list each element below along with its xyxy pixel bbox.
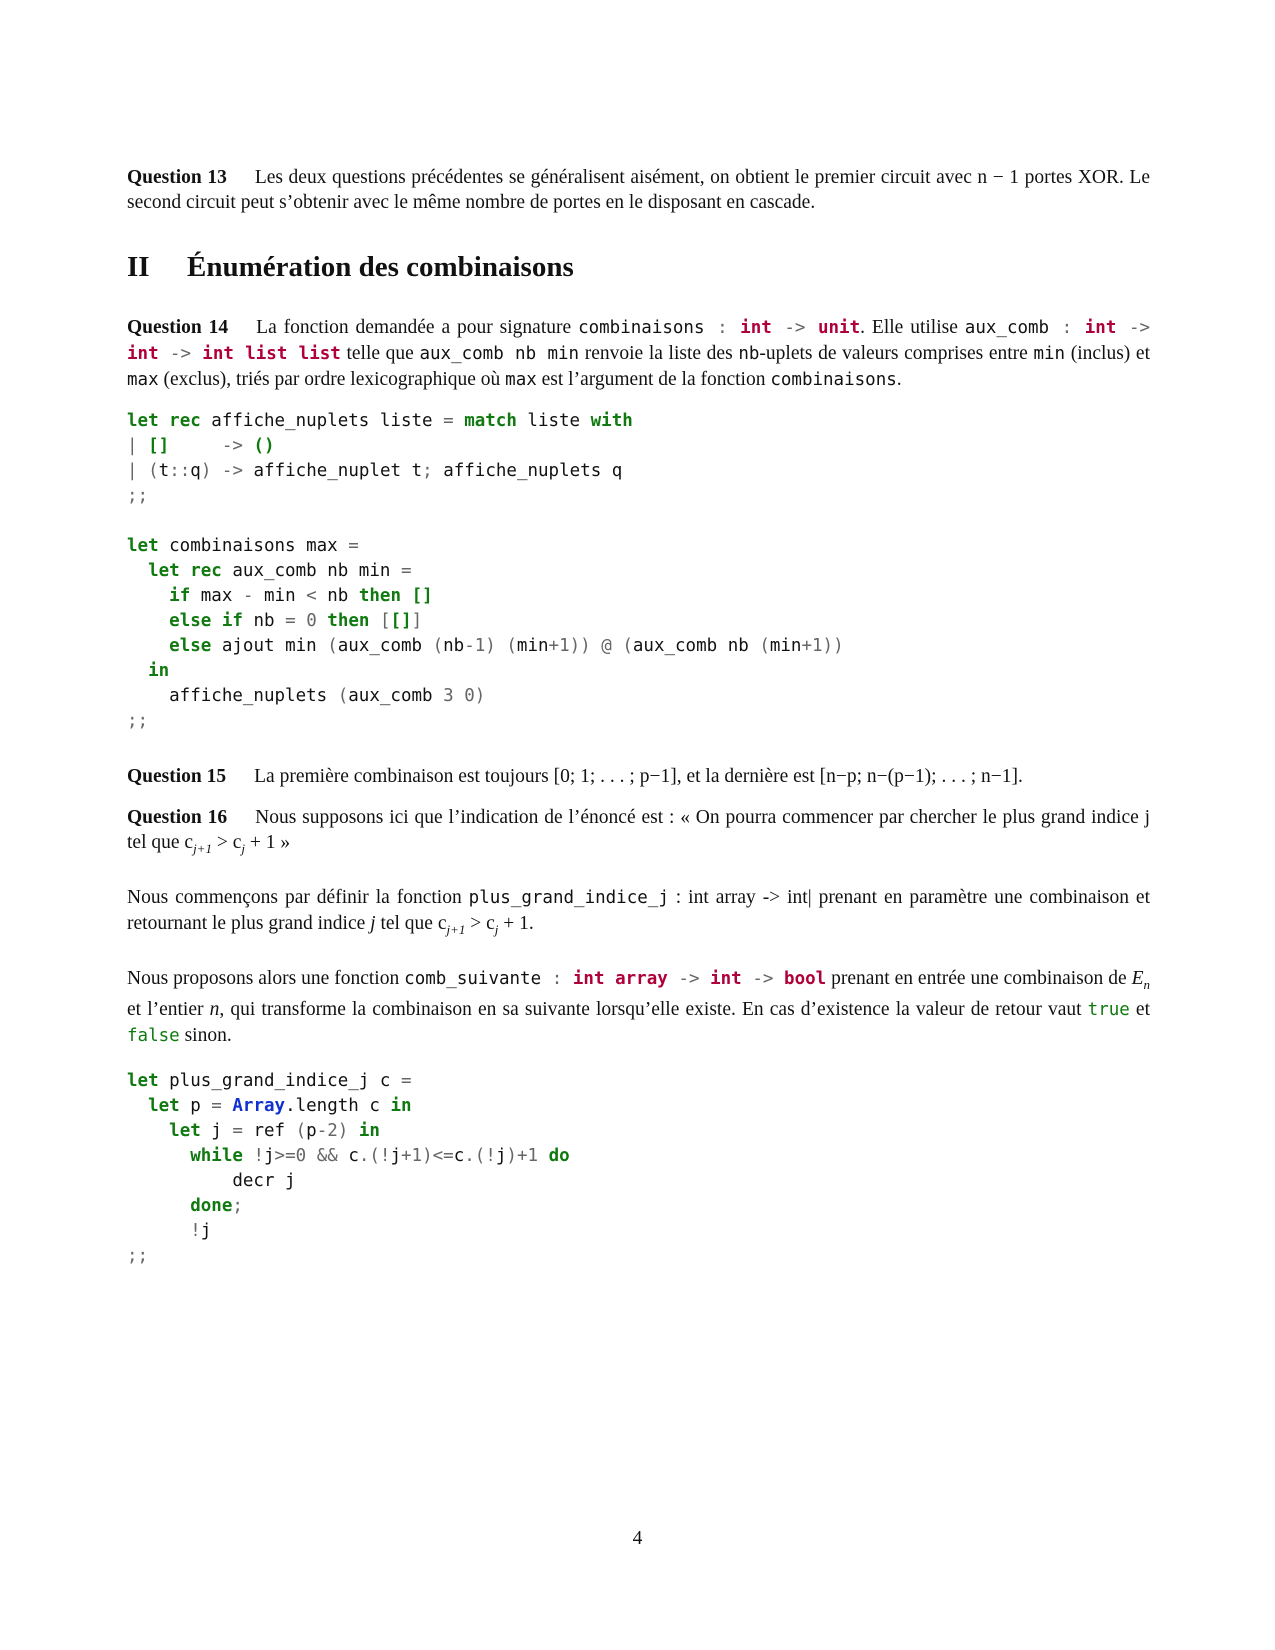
- question-text: Les deux questions précédentes se généralisent aisément, on obtient le premier circuit avec n − 1 portes XOR. Le second circuit peut s’obtenir avec le même nombre de portes en le disposant en cascade.: [127, 167, 1150, 213]
- page-body: [127, 165, 1150, 1269]
- question-label: Question 16: [127, 807, 228, 828]
- question-label: Question 15: [127, 766, 227, 787]
- code-block-combinaisons: let rec affiche_nuplets liste = match liste with | [] -> () | (t::q) -> affiche_nuplet t; affiche_nuplets q ;; let combinaisons max = let rec aux_comb nb min = if max - min < nb then [] else if nb = 0 then [[]] else ajout min (aux_comb (nb-1) (min+1)) @ (aux_comb nb (min+1)) in affiche_nuplets (aux_comb 3 0) ;;: [127, 411, 844, 731]
- section-title: Énumération des combinaisons: [187, 251, 574, 283]
- section-heading: [127, 249, 1150, 285]
- section-number: II: [127, 251, 150, 283]
- question-15: [127, 764, 1150, 789]
- code-block-plus-grand-indice: let plus_grand_indice_j c = let p = Array.length c in let j = ref (p-2) in while !j>=0 && c.(!j+1)<=c.(!j)+1 do decr j done; !j ;;: [127, 1070, 570, 1266]
- question-label: Question 13: [127, 167, 227, 188]
- question-text: La première combinaison est toujours [0; 1; . . . ; p−1], et la dernière est [n−p; n−(p−1); . . . ; n−1].: [254, 766, 1023, 787]
- question-14: Question 14 La fonction demandée a pour signature combinaisons : int -> unit. Elle utilise aux_comb : int -> int -> int list list telle que aux_comb nb min renvoie la liste des nb-uplets de valeurs comprises entre min (inclus) et max (exclus), triés par ordre lexicographique où max est l’argument de la fonction combinaisons.: [127, 317, 1151, 390]
- question-13: [127, 165, 1150, 215]
- paragraph-plus-grand-indice: Nous commençons par définir la fonction plus_grand_indice_j : int array -> int| prenant en paramètre une combinaison et retournant le plus grand indice j tel que $c_{j+1} > c_j + 1$.: [127, 886, 1150, 937]
- page-number: 4: [632, 1528, 643, 1549]
- question-16: Question 16 Nous supposons ici que l’indication de l’énoncé est : « On pourra commencer par chercher le plus grand indice j tel que $c_{j+1} > c_j + 1$ »: [127, 807, 1151, 856]
- question-label: Question 14: [127, 317, 229, 338]
- paragraph-comb-suivante: Nous proposons alors une fonction comb_suivante : int array -> int -> bool prenant en entrée une combinaison de $E_n$ et l’entier n, qui transforme la combinaison en sa suivante lorsqu’elle existe. En cas d’existence la valeur de retour vaut true et false sinon.: [127, 967, 1151, 1046]
